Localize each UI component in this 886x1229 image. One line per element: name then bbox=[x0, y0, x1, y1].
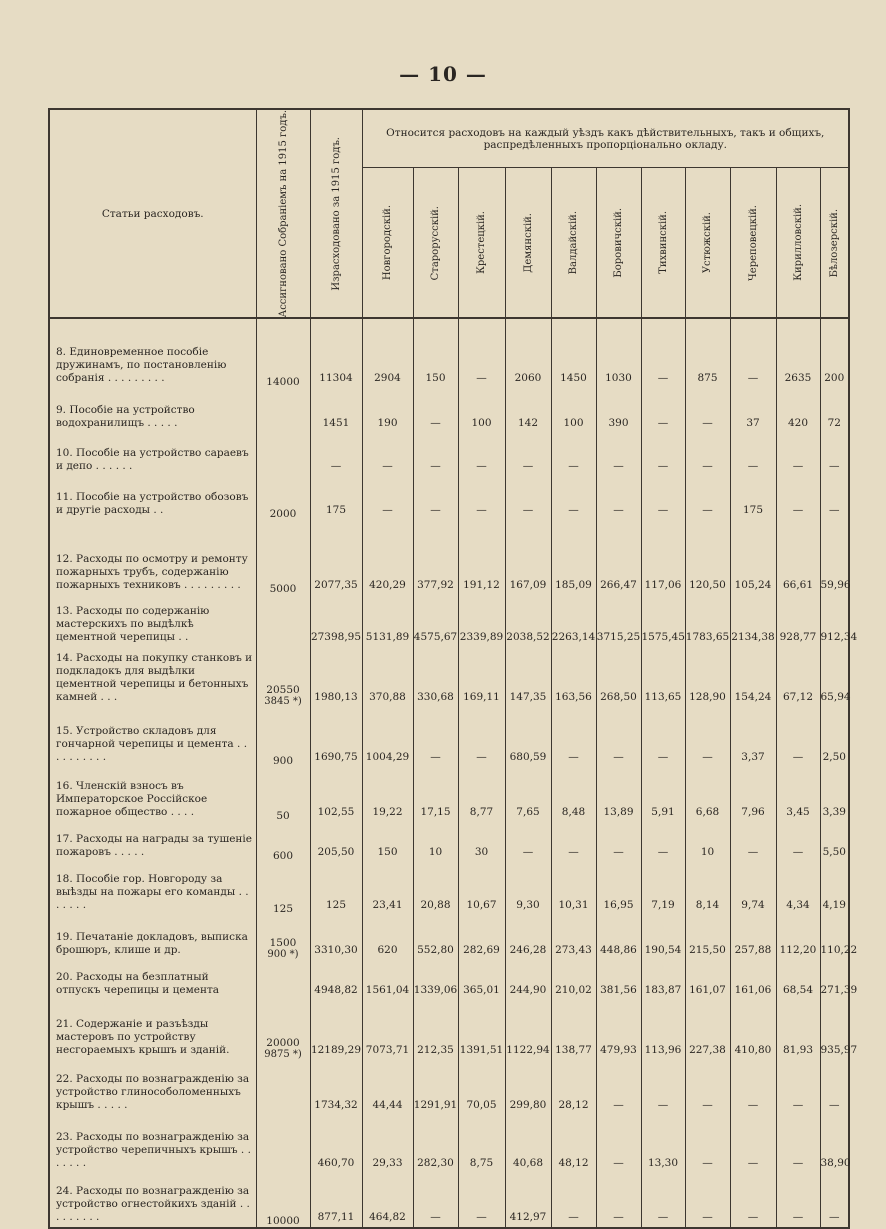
district-amount: 100 bbox=[458, 388, 505, 433]
district-amount: 190 bbox=[362, 388, 413, 433]
district-amount: 147,35 bbox=[505, 647, 551, 707]
district-amount: 200 bbox=[820, 318, 849, 388]
expense-label: 22. Расходы по вознагражденію за устройство глинособоломенныхъ крышъ . . . . . bbox=[49, 1060, 256, 1115]
district-amount: 10 bbox=[685, 822, 730, 862]
district-amount: 381,56 bbox=[596, 960, 641, 1000]
expense-label: 15. Устройство складовъ для гончарной черепицы и цемента . . . . . . . . . . bbox=[49, 707, 256, 767]
assigned-amount bbox=[256, 1060, 310, 1228]
district-amount: 183,87 bbox=[641, 960, 685, 1000]
expense-label: 13. Расходы по содержанію мастерскихъ по выдѣлкѣ цементной черепицы . . bbox=[49, 595, 256, 647]
district-header: Тихвинскій. bbox=[657, 211, 669, 275]
district-amount: 299,80 bbox=[505, 1060, 551, 1115]
assigned-amount bbox=[256, 318, 310, 388]
district-amount: — bbox=[730, 318, 776, 388]
assigned-value: 900 bbox=[272, 755, 294, 768]
district-amount: 2134,38 bbox=[730, 595, 776, 647]
table-body bbox=[49, 318, 858, 1228]
district-amount: — bbox=[505, 822, 551, 862]
district-amount: 6,68 bbox=[685, 767, 730, 822]
table-row bbox=[49, 1060, 849, 1115]
district-amount: 154,24 bbox=[730, 647, 776, 707]
district-amount: — bbox=[413, 476, 458, 520]
district-amount: 185,09 bbox=[551, 520, 596, 595]
expense-label: 18. Пособіе гор. Новгороду за выѣзды на пожары его команды . . . . . . . bbox=[49, 862, 256, 915]
district-amount: 244,90 bbox=[505, 960, 551, 1000]
expense-label: 24. Расходы по вознагражденію за устройство огнестойкихъ зданій . . . . . . . . . bbox=[49, 1173, 256, 1228]
assigned-amount bbox=[256, 520, 310, 595]
district-amount: 246,28 bbox=[505, 915, 551, 960]
district-amount: 120,50 bbox=[685, 520, 730, 595]
district-amount: 1004,29 bbox=[362, 707, 413, 767]
district-amount: — bbox=[820, 1060, 849, 1115]
district-amount: 2038,52 bbox=[505, 595, 551, 647]
assigned-value: 50 bbox=[276, 810, 290, 823]
district-amount: 175 bbox=[730, 476, 776, 520]
district-amount: — bbox=[685, 476, 730, 520]
district-amount: 10,67 bbox=[458, 862, 505, 915]
district-amount: 3,37 bbox=[730, 707, 776, 767]
district-amount: — bbox=[413, 707, 458, 767]
spent-amount: 460,70 bbox=[310, 1115, 362, 1173]
district-header: Валдайскій. bbox=[568, 211, 579, 275]
district-amount: 17,15 bbox=[413, 767, 458, 822]
district-amount: 420 bbox=[776, 388, 820, 433]
district-amount: 1122,94 bbox=[505, 1000, 551, 1060]
district-amount: 448,86 bbox=[596, 915, 641, 960]
spent-amount: 175 bbox=[310, 476, 362, 520]
spent-amount: 27398,95 bbox=[310, 595, 362, 647]
district-amount: 29,33 bbox=[362, 1115, 413, 1173]
district-amount: — bbox=[776, 433, 820, 476]
district-amount: — bbox=[413, 433, 458, 476]
district-amount: 3,39 bbox=[820, 767, 849, 822]
district-amount: 72 bbox=[820, 388, 849, 433]
header-articles: Статьи расходовъ. bbox=[49, 109, 256, 318]
district-amount: 13,89 bbox=[596, 767, 641, 822]
district-amount: — bbox=[413, 1173, 458, 1228]
assigned-value: 14000 bbox=[266, 376, 300, 389]
district-amount: 1450 bbox=[551, 318, 596, 388]
district-amount: — bbox=[641, 433, 685, 476]
district-amount: — bbox=[458, 318, 505, 388]
district-amount: — bbox=[776, 1173, 820, 1228]
district-amount: 117,06 bbox=[641, 520, 685, 595]
district-amount: 8,48 bbox=[551, 767, 596, 822]
table-row bbox=[49, 960, 849, 1000]
assigned-amount bbox=[256, 707, 310, 767]
district-amount: 330,68 bbox=[413, 647, 458, 707]
district-amount: 875 bbox=[685, 318, 730, 388]
district-amount: — bbox=[641, 1060, 685, 1115]
district-amount: 282,69 bbox=[458, 915, 505, 960]
district-amount: — bbox=[551, 707, 596, 767]
district-amount: 105,24 bbox=[730, 520, 776, 595]
district-amount: 65,94 bbox=[820, 647, 849, 707]
spent-amount: — bbox=[310, 433, 362, 476]
district-amount: 4,34 bbox=[776, 862, 820, 915]
district-amount: 464,82 bbox=[362, 1173, 413, 1228]
district-amount: — bbox=[730, 822, 776, 862]
table-row bbox=[49, 707, 849, 767]
district-amount: 19,22 bbox=[362, 767, 413, 822]
spent-amount: 205,50 bbox=[310, 822, 362, 862]
district-amount: 7073,71 bbox=[362, 1000, 413, 1060]
district-amount: — bbox=[820, 476, 849, 520]
district-amount: 150 bbox=[413, 318, 458, 388]
district-amount: 9,74 bbox=[730, 862, 776, 915]
spent-amount: 12189,29 bbox=[310, 1000, 362, 1060]
district-amount: — bbox=[685, 433, 730, 476]
district-amount: 370,88 bbox=[362, 647, 413, 707]
district-amount: — bbox=[362, 476, 413, 520]
district-amount: 8,14 bbox=[685, 862, 730, 915]
district-amount: 8,75 bbox=[458, 1115, 505, 1173]
district-amount: — bbox=[641, 476, 685, 520]
district-amount: 282,30 bbox=[413, 1115, 458, 1173]
table-row bbox=[49, 822, 849, 862]
page-number: — 10 — bbox=[399, 62, 487, 86]
expense-label: 10. Пособіе на устройство сараевъ и депо . . . . . . bbox=[49, 433, 256, 476]
district-amount: 28,12 bbox=[551, 1060, 596, 1115]
district-amount: 10 bbox=[413, 822, 458, 862]
table-row bbox=[49, 647, 849, 707]
spent-amount: 2077,35 bbox=[310, 520, 362, 595]
table-row bbox=[49, 1000, 849, 1060]
assigned-value: 1500 bbox=[269, 937, 297, 950]
district-amount: 620 bbox=[362, 915, 413, 960]
district-amount: — bbox=[596, 1115, 641, 1173]
district-amount: 113,65 bbox=[641, 647, 685, 707]
district-amount: — bbox=[685, 388, 730, 433]
district-amount: 23,41 bbox=[362, 862, 413, 915]
spent-amount: 102,55 bbox=[310, 767, 362, 822]
district-amount: 59,96 bbox=[820, 520, 849, 595]
expense-label: 16. Членскій взносъ въ Императорское Россійское пожарное общество . . . . bbox=[49, 767, 256, 822]
district-amount: — bbox=[458, 476, 505, 520]
district-amount: 4,19 bbox=[820, 862, 849, 915]
assigned-value: 5000 bbox=[269, 583, 297, 596]
spent-amount: 1980,13 bbox=[310, 647, 362, 707]
district-amount: 1783,65 bbox=[685, 595, 730, 647]
district-header: Бѣлозерскій. bbox=[828, 208, 840, 277]
district-amount: — bbox=[730, 1060, 776, 1115]
table-row bbox=[49, 1115, 849, 1173]
district-amount: — bbox=[685, 1060, 730, 1115]
table-row bbox=[49, 767, 849, 822]
expenses-table bbox=[48, 108, 858, 1229]
district-amount: 70,05 bbox=[458, 1060, 505, 1115]
district-amount: — bbox=[596, 476, 641, 520]
spent-amount: 11304 bbox=[310, 318, 362, 388]
table-row bbox=[49, 388, 849, 433]
district-amount: — bbox=[596, 1173, 641, 1228]
district-amount: — bbox=[776, 822, 820, 862]
district-amount: — bbox=[820, 433, 849, 476]
district-header: Боровичскій. bbox=[613, 207, 624, 278]
expense-label: 8. Единовременное пособіе дружинамъ, по постановленію собранія . . . . . . . . . bbox=[49, 318, 256, 388]
district-header: Крестецкій. bbox=[476, 211, 487, 275]
district-header: Кирилловскій. bbox=[792, 204, 804, 282]
district-amount: 268,50 bbox=[596, 647, 641, 707]
district-amount: 420,29 bbox=[362, 520, 413, 595]
expense-label: 9. Пособіе на устройство водохранилищъ . . . . . bbox=[49, 388, 256, 433]
district-header: Новгородскій. bbox=[382, 205, 393, 281]
assigned-value: 10000 bbox=[266, 1215, 300, 1228]
spent-amount: 4948,82 bbox=[310, 960, 362, 1000]
spent-amount: 3310,30 bbox=[310, 915, 362, 960]
district-amount: 8,77 bbox=[458, 767, 505, 822]
district-amount: 680,59 bbox=[505, 707, 551, 767]
district-amount: — bbox=[596, 707, 641, 767]
expense-label: 11. Пособіе на устройство обозовъ и другіе расходы . . bbox=[49, 476, 256, 520]
assigned-value: 20550 bbox=[266, 684, 300, 697]
assigned-value: 125 bbox=[272, 903, 294, 916]
district-amount: 13,30 bbox=[641, 1115, 685, 1173]
table-row bbox=[49, 476, 849, 520]
district-header: Устюжскій. bbox=[702, 212, 713, 274]
district-amount: 10,31 bbox=[551, 862, 596, 915]
assigned-amount bbox=[256, 862, 310, 915]
district-amount: — bbox=[505, 476, 551, 520]
district-amount: — bbox=[776, 1115, 820, 1173]
district-header: Демянскій. bbox=[522, 212, 534, 273]
district-amount: 161,07 bbox=[685, 960, 730, 1000]
district-amount: — bbox=[458, 433, 505, 476]
district-amount: 128,90 bbox=[685, 647, 730, 707]
district-amount: — bbox=[776, 1060, 820, 1115]
district-amount: 110,22 bbox=[820, 915, 849, 960]
district-amount: 3,45 bbox=[776, 767, 820, 822]
district-amount: 1291,91 bbox=[413, 1060, 458, 1115]
district-amount: 30 bbox=[458, 822, 505, 862]
table-row bbox=[49, 595, 849, 647]
district-amount: 4575,67 bbox=[413, 595, 458, 647]
district-amount: 38,90 bbox=[820, 1115, 849, 1173]
district-amount: — bbox=[551, 822, 596, 862]
district-amount: — bbox=[730, 1173, 776, 1228]
district-amount: 7,65 bbox=[505, 767, 551, 822]
header-spent: Израсходовано за 1915 годъ. bbox=[330, 136, 342, 291]
district-header: Череповецкій. bbox=[747, 204, 759, 281]
district-amount: — bbox=[641, 1173, 685, 1228]
district-amount: 167,09 bbox=[505, 520, 551, 595]
header-districts-group: Относится расходовъ на каждый уѣздъ какъ дѣйствительныхъ, такъ и общихъ, распредѣленныхъ пропорціонально окладу. bbox=[362, 109, 849, 168]
table-row bbox=[49, 520, 849, 595]
district-header: Старорусскій. bbox=[430, 205, 441, 280]
header-assigned: Ассигновано Собраніемъ на 1915 годъ. bbox=[277, 110, 289, 318]
district-amount: 2904 bbox=[362, 318, 413, 388]
table-row bbox=[49, 318, 849, 388]
district-amount: 215,50 bbox=[685, 915, 730, 960]
district-amount: 2,50 bbox=[820, 707, 849, 767]
district-amount: 935,97 bbox=[820, 1000, 849, 1060]
district-amount: 100 bbox=[551, 388, 596, 433]
table-row bbox=[49, 915, 849, 960]
district-amount: — bbox=[362, 433, 413, 476]
district-amount: 928,77 bbox=[776, 595, 820, 647]
district-amount: 1030 bbox=[596, 318, 641, 388]
district-amount: 365,01 bbox=[458, 960, 505, 1000]
assigned-amount bbox=[256, 915, 310, 960]
district-amount: 163,56 bbox=[551, 647, 596, 707]
spent-amount: 1734,32 bbox=[310, 1060, 362, 1115]
district-amount: 142 bbox=[505, 388, 551, 433]
district-amount: 67,12 bbox=[776, 647, 820, 707]
assigned-note: 900 *) bbox=[267, 949, 299, 961]
district-amount: 2635 bbox=[776, 318, 820, 388]
district-amount: — bbox=[505, 433, 551, 476]
district-amount: — bbox=[596, 433, 641, 476]
spent-amount: 877,11 bbox=[310, 1173, 362, 1228]
assigned-value: 600 bbox=[272, 850, 294, 863]
district-amount: 40,68 bbox=[505, 1115, 551, 1173]
district-amount: 113,96 bbox=[641, 1000, 685, 1060]
assigned-amount bbox=[256, 595, 310, 707]
district-amount: 112,20 bbox=[776, 915, 820, 960]
assigned-amount bbox=[256, 767, 310, 822]
district-amount: 212,35 bbox=[413, 1000, 458, 1060]
district-amount: 210,02 bbox=[551, 960, 596, 1000]
district-amount: 1391,51 bbox=[458, 1000, 505, 1060]
district-amount: 2339,89 bbox=[458, 595, 505, 647]
district-amount: — bbox=[730, 433, 776, 476]
district-amount: 190,54 bbox=[641, 915, 685, 960]
district-amount: — bbox=[641, 318, 685, 388]
assigned-note: 9875 *) bbox=[264, 1049, 302, 1061]
district-amount: 68,54 bbox=[776, 960, 820, 1000]
district-amount: 9,30 bbox=[505, 862, 551, 915]
expense-label: 21. Содержаніе и разъѣзды мастеровъ по устройству несгораемыхъ крышъ и зданій. bbox=[49, 1000, 256, 1060]
district-amount: — bbox=[551, 433, 596, 476]
district-amount: — bbox=[776, 707, 820, 767]
table-row bbox=[49, 433, 849, 476]
assigned-amount bbox=[256, 388, 310, 520]
district-amount: 5,91 bbox=[641, 767, 685, 822]
district-amount: 2060 bbox=[505, 318, 551, 388]
district-amount: 273,43 bbox=[551, 915, 596, 960]
district-amount: 44,44 bbox=[362, 1060, 413, 1115]
district-amount: 1561,04 bbox=[362, 960, 413, 1000]
district-amount: — bbox=[596, 1060, 641, 1115]
district-amount: — bbox=[820, 1173, 849, 1228]
district-amount: — bbox=[458, 1173, 505, 1228]
table-row bbox=[49, 1173, 849, 1228]
district-amount: 271,39 bbox=[820, 960, 849, 1000]
district-amount: 3715,25 bbox=[596, 595, 641, 647]
district-amount: 552,80 bbox=[413, 915, 458, 960]
district-amount: 1575,45 bbox=[641, 595, 685, 647]
assigned-value: 2000 bbox=[269, 508, 297, 521]
district-amount: — bbox=[685, 1173, 730, 1228]
spent-amount: 125 bbox=[310, 862, 362, 915]
district-amount: 410,80 bbox=[730, 1000, 776, 1060]
district-amount: 479,93 bbox=[596, 1000, 641, 1060]
district-amount: 191,12 bbox=[458, 520, 505, 595]
assigned-value: 20000 bbox=[266, 1037, 300, 1050]
expense-label: 17. Расходы на награды за тушеніе пожаровъ . . . . . bbox=[49, 822, 256, 862]
district-amount: 5131,89 bbox=[362, 595, 413, 647]
expense-label: 19. Печатаніе докладовъ, выписка брошюръ, клише и др. bbox=[49, 915, 256, 960]
district-amount: — bbox=[413, 388, 458, 433]
district-amount: 161,06 bbox=[730, 960, 776, 1000]
district-amount: 377,92 bbox=[413, 520, 458, 595]
district-amount: 257,88 bbox=[730, 915, 776, 960]
assigned-note: 3845 *) bbox=[264, 696, 302, 708]
district-amount: — bbox=[776, 476, 820, 520]
district-amount: — bbox=[641, 707, 685, 767]
table-row bbox=[49, 862, 849, 915]
district-amount: — bbox=[596, 822, 641, 862]
spent-amount: 1451 bbox=[310, 388, 362, 433]
district-amount: 16,95 bbox=[596, 862, 641, 915]
district-amount: — bbox=[641, 822, 685, 862]
district-amount: 150 bbox=[362, 822, 413, 862]
district-amount: 20,88 bbox=[413, 862, 458, 915]
district-amount: 2263,14 bbox=[551, 595, 596, 647]
district-amount: 37 bbox=[730, 388, 776, 433]
expense-label: 14. Расходы на покупку станковъ и подкладокъ для выдѣлки цементной черепицы и бетонныхъ камней . . . bbox=[49, 647, 256, 707]
expense-label: 23. Расходы по вознагражденію за устройство черепичныхъ крышъ . . . . . . . bbox=[49, 1115, 256, 1173]
district-amount: 66,61 bbox=[776, 520, 820, 595]
district-amount: — bbox=[685, 707, 730, 767]
district-amount: 48,12 bbox=[551, 1115, 596, 1173]
district-amount: 266,47 bbox=[596, 520, 641, 595]
district-amount: 1339,06 bbox=[413, 960, 458, 1000]
district-amount: 81,93 bbox=[776, 1000, 820, 1060]
spent-amount: 1690,75 bbox=[310, 707, 362, 767]
district-amount: 138,77 bbox=[551, 1000, 596, 1060]
district-amount: — bbox=[551, 1173, 596, 1228]
district-amount: 5,50 bbox=[820, 822, 849, 862]
district-amount: 7,96 bbox=[730, 767, 776, 822]
district-amount: 169,11 bbox=[458, 647, 505, 707]
district-amount: 7,19 bbox=[641, 862, 685, 915]
assigned-amount bbox=[256, 822, 310, 862]
assigned-amount bbox=[256, 960, 310, 1060]
district-amount: — bbox=[730, 1115, 776, 1173]
district-amount: — bbox=[551, 476, 596, 520]
district-amount: 412,97 bbox=[505, 1173, 551, 1228]
expense-label: 12. Расходы по осмотру и ремонту пожарныхъ трубъ, содержанію пожарныхъ техниковъ . . . . . . . . . bbox=[49, 520, 256, 595]
district-amount: — bbox=[641, 388, 685, 433]
district-amount: 227,38 bbox=[685, 1000, 730, 1060]
district-amount: 390 bbox=[596, 388, 641, 433]
district-amount: — bbox=[685, 1115, 730, 1173]
district-amount: 912,34 bbox=[820, 595, 849, 647]
district-amount: — bbox=[458, 707, 505, 767]
expense-label: 20. Расходы на безплатный отпускъ черепицы и цемента bbox=[49, 960, 256, 1000]
